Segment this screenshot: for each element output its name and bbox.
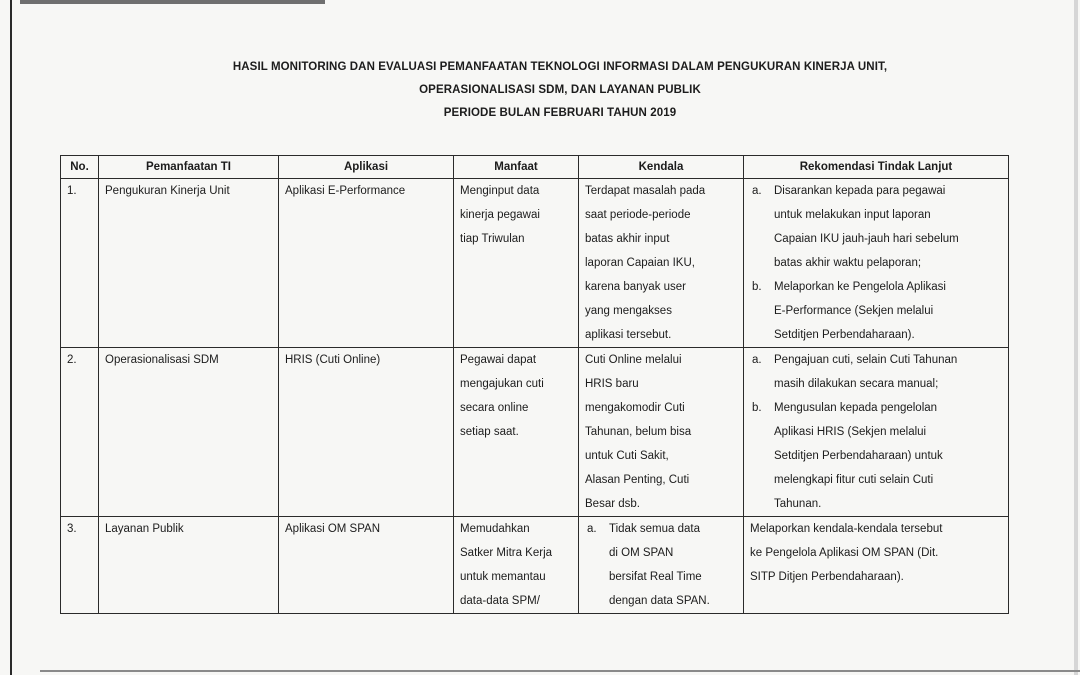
rekomendasi-line: Setditjen Perbendaharaan). — [774, 329, 915, 341]
manfaat-line: data-data SPM/ — [460, 595, 540, 607]
kendala-line: di OM SPAN — [609, 547, 674, 559]
rekomendasi-line: masih dilakukan secara manual; — [774, 378, 939, 390]
rekomendasi-item — [750, 348, 1002, 396]
item-marker: b. — [752, 402, 762, 414]
rekomendasi-line: Pengajuan cuti, selain Cuti Tahunan — [774, 354, 958, 366]
manfaat-line: Memudahkan — [460, 523, 530, 535]
cell-aplikasi: Aplikasi E-Performance — [279, 179, 454, 348]
cell-rekomendasi — [744, 517, 1009, 614]
kendala-line: Tidak semua data — [609, 523, 700, 535]
cell-pemanfaatan: Pengukuran Kinerja Unit — [99, 179, 279, 348]
rekomendasi-line: Capaian IKU jauh-jauh hari sebelum — [774, 233, 959, 245]
kendala-line: aplikasi tersebut. — [585, 329, 672, 341]
table-row — [61, 179, 1009, 348]
cell-kendala — [579, 179, 744, 348]
cell-rekomendasi — [744, 348, 1009, 517]
rekomendasi-line: Melaporkan kendala-kendala tersebut — [750, 523, 943, 535]
rekomendasi-line: SITP Ditjen Perbendaharaan). — [750, 571, 904, 583]
table-row — [61, 348, 1009, 517]
rekomendasi-line: E-Performance (Sekjen melalui — [774, 305, 934, 317]
header-no: No. — [61, 156, 99, 179]
manfaat-line: secara online — [460, 402, 529, 414]
rekomendasi-list — [750, 348, 1002, 516]
rekomendasi-line: Aplikasi HRIS (Sekjen melalui — [774, 426, 927, 438]
document-period-line: PERIODE BULAN FEBRUARI TAHUN 2019 — [443, 107, 677, 119]
cell-aplikasi: HRIS (Cuti Online) — [279, 348, 454, 517]
cell-no: 3. — [61, 517, 99, 614]
kendala-line: batas akhir input — [585, 233, 670, 245]
cell-manfaat — [454, 348, 579, 517]
kendala-line: untuk Cuti Sakit, — [585, 450, 669, 462]
cell-no: 2. — [61, 348, 99, 517]
scan-artifact-bar — [20, 0, 325, 4]
cell-pemanfaatan: Layanan Publik — [99, 517, 279, 614]
rekomendasi-list — [750, 179, 1002, 347]
rekomendasi-line: Mengusulan kepada pengelolan — [774, 402, 938, 414]
cell-kendala — [579, 348, 744, 517]
kendala-line: HRIS baru — [585, 378, 639, 390]
rekomendasi-item — [750, 396, 1002, 516]
kendala-line: Alasan Penting, Cuti — [585, 474, 690, 486]
item-marker: a. — [752, 185, 762, 197]
kendala-line: bersifat Real Time — [609, 571, 702, 583]
kendala-line: yang mengakses — [585, 305, 672, 317]
rekomendasi-line: Disarankan kepada para pegawai — [774, 185, 946, 197]
kendala-list — [585, 517, 737, 613]
document-title-line-2: OPERASIONALISASI SDM, DAN LAYANAN PUBLIK — [419, 84, 701, 96]
kendala-line: karena banyak user — [585, 281, 687, 293]
page-bottom-edge — [40, 670, 1080, 672]
page-left-edge — [10, 0, 12, 675]
manfaat-line: kinerja pegawai — [460, 209, 540, 221]
rekomendasi-line: untuk melakukan input laporan — [774, 209, 931, 221]
monitoring-table — [60, 155, 1009, 614]
kendala-line: dengan data SPAN. — [609, 595, 710, 607]
cell-manfaat — [454, 517, 579, 614]
kendala-line: laporan Capaian IKU, — [585, 257, 695, 269]
rekomendasi-line: Setditjen Perbendaharaan) untuk — [774, 450, 943, 462]
cell-kendala — [579, 517, 744, 614]
kendala-line: Besar dsb. — [585, 498, 640, 510]
cell-rekomendasi — [744, 179, 1009, 348]
manfaat-line: untuk memantau — [460, 571, 546, 583]
manfaat-line: Menginput data — [460, 185, 540, 197]
table-header-row — [61, 156, 1009, 179]
header-rekomendasi: Rekomendasi Tindak Lanjut — [744, 156, 1009, 179]
rekomendasi-line: Tahunan. — [774, 498, 822, 510]
kendala-item — [585, 517, 737, 613]
header-aplikasi: Aplikasi — [279, 156, 454, 179]
rekomendasi-line: melengkapi fitur cuti selain Cuti — [774, 474, 934, 486]
manfaat-line: Pegawai dapat — [460, 354, 537, 366]
kendala-line: Terdapat masalah pada — [585, 185, 706, 197]
rekomendasi-line: batas akhir waktu pelaporan; — [774, 257, 922, 269]
document-title-line-1: HASIL MONITORING DAN EVALUASI PEMANFAATAN TEKNOLOGI INFORMASI DALAM PENGUKURAN KINERJA UNIT, — [232, 61, 888, 73]
header-manfaat: Manfaat — [454, 156, 579, 179]
item-marker: a. — [752, 354, 762, 366]
rekomendasi-line: ke Pengelola Aplikasi OM SPAN (Dit. — [750, 547, 939, 559]
page-right-edge — [1074, 0, 1078, 675]
kendala-line: Cuti Online melalui — [585, 354, 682, 366]
rekomendasi-line: Melaporkan ke Pengelola Aplikasi — [774, 281, 946, 293]
kendala-line: saat periode-periode — [585, 209, 691, 221]
manfaat-line: Satker Mitra Kerja — [460, 547, 553, 559]
cell-pemanfaatan: Operasionalisasi SDM — [99, 348, 279, 517]
header-kendala: Kendala — [579, 156, 744, 179]
header-pemanfaatan-ti: Pemanfaatan TI — [99, 156, 279, 179]
manfaat-line: setiap saat. — [460, 426, 519, 438]
manfaat-line: mengajukan cuti — [460, 378, 544, 390]
kendala-line: Tahunan, belum bisa — [585, 426, 692, 438]
manfaat-line: tiap Triwulan — [460, 233, 525, 245]
rekomendasi-item — [750, 179, 1002, 275]
rekomendasi-item — [750, 275, 1002, 347]
kendala-line: mengakomodir Cuti — [585, 402, 685, 414]
table-row — [61, 517, 1009, 614]
item-marker: b. — [752, 281, 762, 293]
cell-manfaat — [454, 179, 579, 348]
item-marker: a. — [587, 523, 597, 535]
cell-no: 1. — [61, 179, 99, 348]
cell-aplikasi: Aplikasi OM SPAN — [279, 517, 454, 614]
